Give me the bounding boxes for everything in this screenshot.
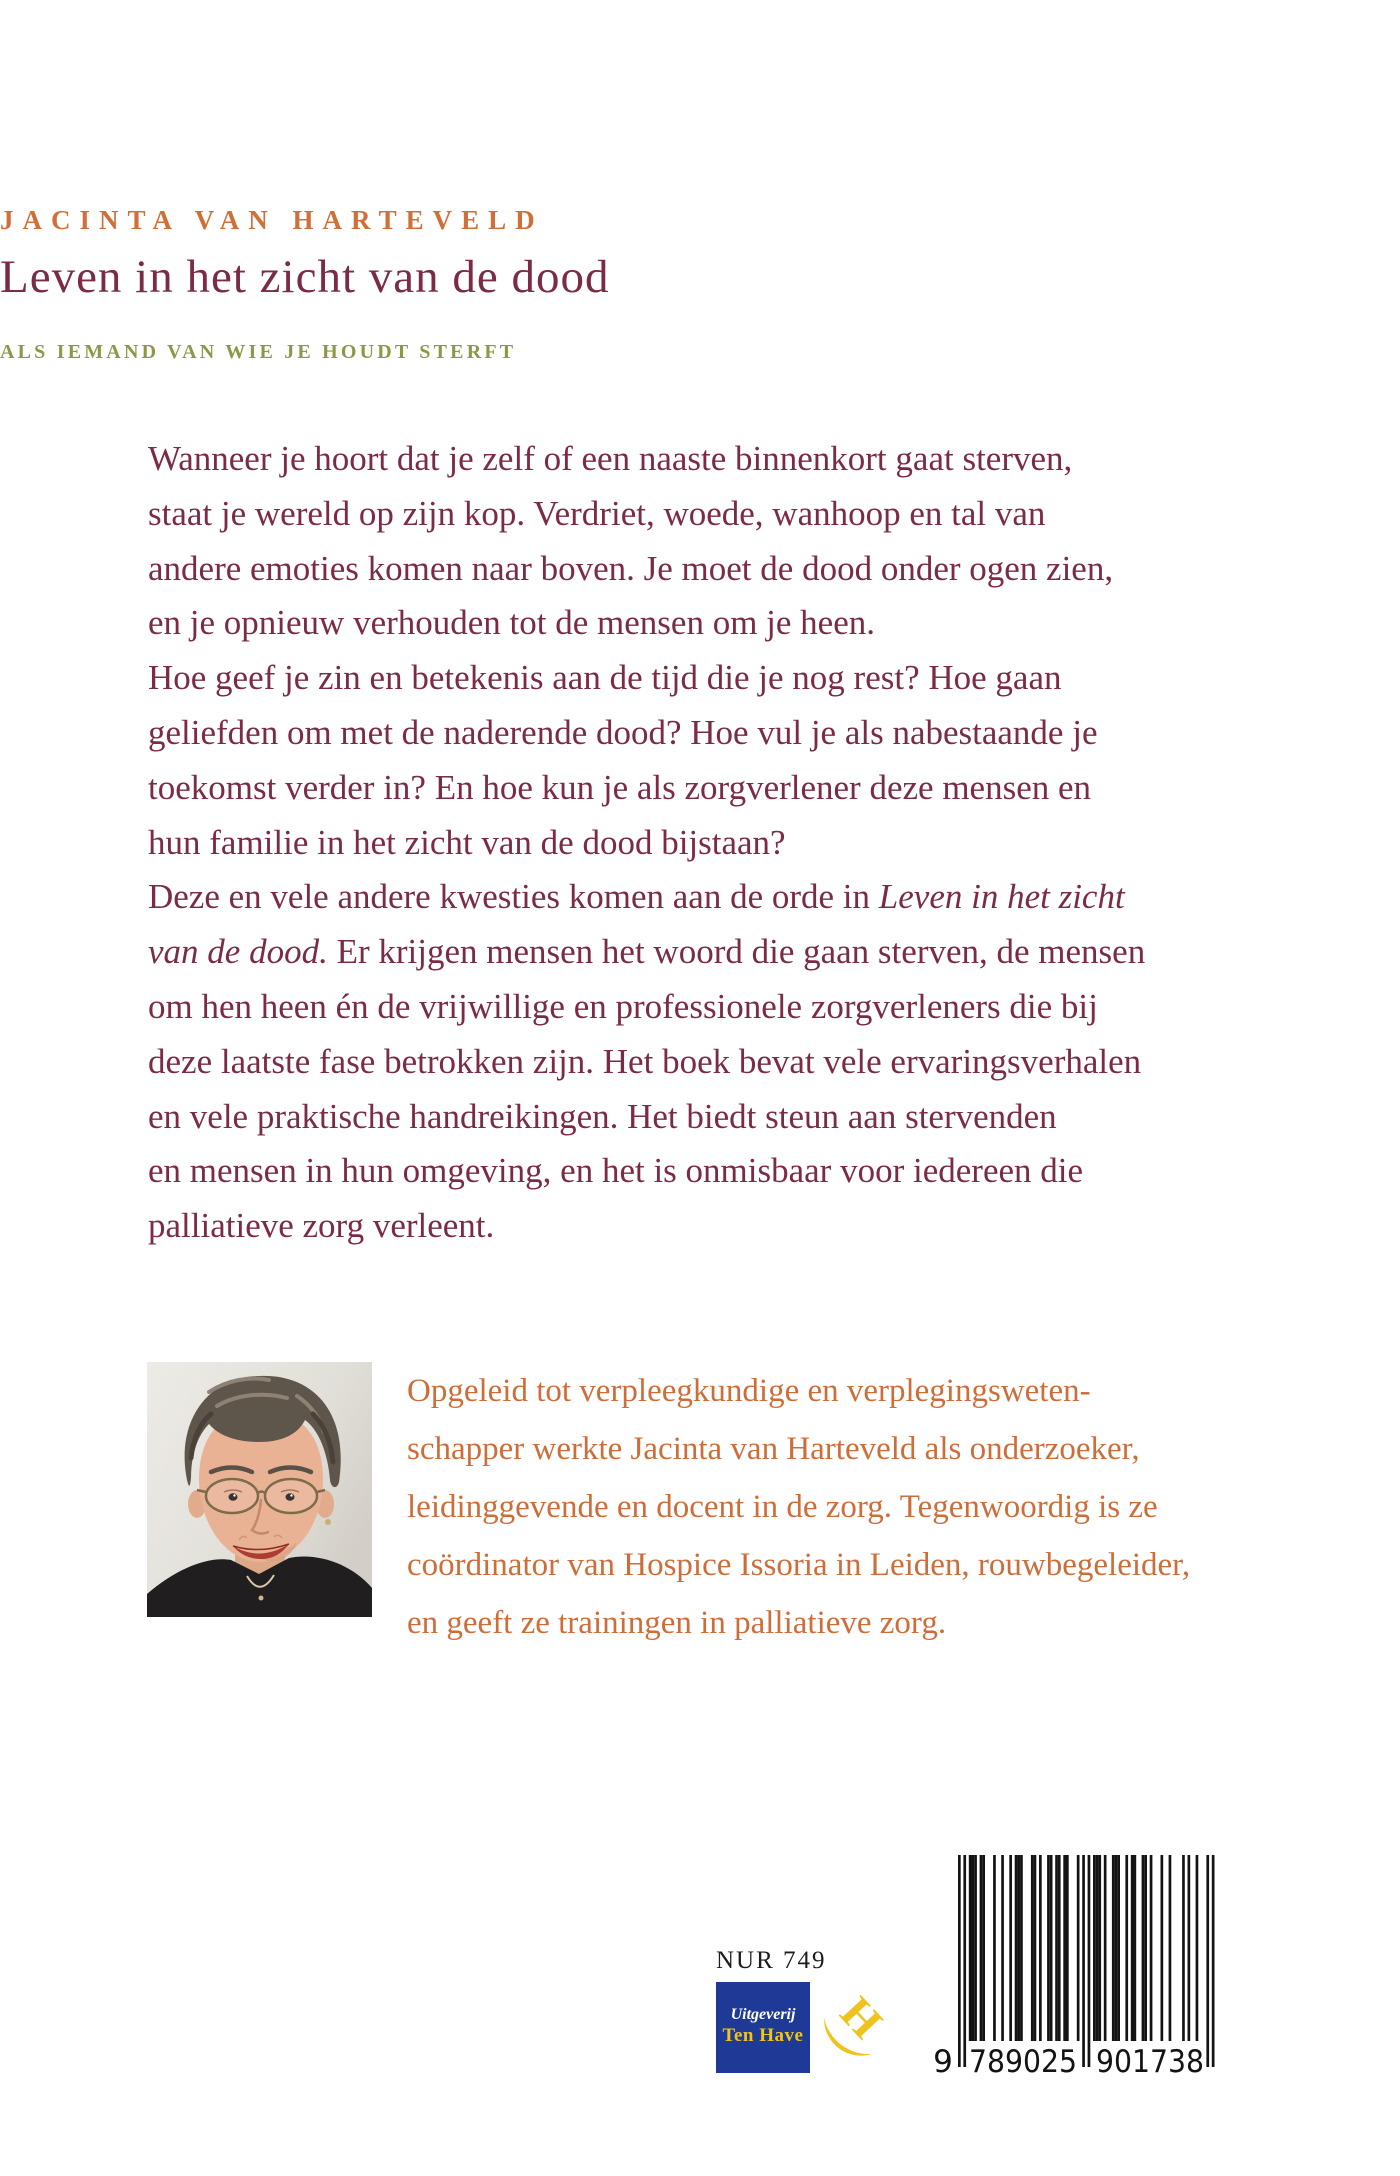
body-line: toekomst verder in? En hoe kun je als zorgverlener deze mensen en bbox=[148, 767, 1092, 807]
book-title: Leven in het zicht van de dood bbox=[0, 251, 610, 303]
bio-line: Opgeleid tot verpleegkundige en verplegingsweten- bbox=[407, 1373, 1091, 1409]
body-line: Deze en vele andere kwesties komen aan de orde in Leven in het zicht bbox=[148, 877, 1125, 917]
author-name: JACINTA VAN HARTEVELD bbox=[0, 205, 544, 235]
body-line: en vele praktische handreikingen. Het biedt steun aan stervenden bbox=[148, 1096, 1057, 1136]
bio-line: schapper werkte Jacinta van Harteveld als onderzoeker, bbox=[407, 1431, 1140, 1467]
bio-line: en geeft ze trainingen in palliatieve zorg. bbox=[407, 1605, 947, 1641]
barcode bbox=[930, 1853, 1222, 2077]
body-line: Wanneer je hoort dat je zelf of een naaste binnenkort gaat sterven, bbox=[148, 439, 1073, 478]
ten-have-h-monogram-icon bbox=[816, 1986, 900, 2074]
book-subtitle: ALS IEMAND VAN WIE JE HOUDT STERFT bbox=[0, 341, 517, 363]
body-line: van de dood. Er krijgen mensen het woord die gaan sterven, de mensen bbox=[148, 932, 1146, 972]
svg-text:H: H bbox=[830, 1986, 893, 2048]
publisher-logo bbox=[716, 1982, 810, 2073]
bio-line: leidinggevende en docent in de zorg. Tegenwoordig is ze bbox=[407, 1489, 1158, 1525]
publisher-name-label: Ten Have bbox=[722, 2025, 804, 2046]
body-line: geliefden om met de naderende dood? Hoe vul je als nabestaande je bbox=[148, 712, 1098, 752]
body-line: om hen heen én de vrijwillige en professionele zorgverleners die bij bbox=[148, 986, 1098, 1026]
body-line: deze laatste fase betrokken zijn. Het boek bevat vele ervaringsverhalen bbox=[148, 1041, 1142, 1081]
body-line: palliatieve zorg verleent. bbox=[148, 1206, 495, 1246]
body-line: Hoe geef je zin en betekenis aan de tijd die je nog rest? Hoe gaan bbox=[148, 658, 1062, 698]
body-text bbox=[148, 432, 1278, 1254]
barcode-digits-right: 901738 bbox=[1096, 2044, 1204, 2077]
body-line: staat je wereld op zijn kop. Verdriet, woede, wanhoop en tal van bbox=[148, 493, 1046, 533]
bio-text bbox=[407, 1362, 1277, 1652]
body-line: en je opnieuw verhouden tot de mensen om je heen. bbox=[148, 603, 876, 643]
bio-line: coördinator van Hospice Issoria in Leiden, rouwbegeleider, bbox=[407, 1547, 1191, 1583]
publisher-imprint-label: Uitgeverij bbox=[730, 2006, 796, 2023]
body-line: en mensen in hun omgeving, en het is onmisbaar voor iedereen die bbox=[148, 1151, 1084, 1191]
nur-label: NUR 749 bbox=[716, 1947, 827, 1974]
barcode-digit-first: 9 bbox=[933, 2044, 953, 2077]
body-line: hun familie in het zicht van de dood bijstaan? bbox=[148, 822, 786, 862]
body-line: andere emoties komen naar boven. Je moet de dood onder ogen zien, bbox=[148, 548, 1114, 588]
barcode-digits-left: 789025 bbox=[969, 2044, 1077, 2077]
author-photo bbox=[147, 1362, 372, 1617]
